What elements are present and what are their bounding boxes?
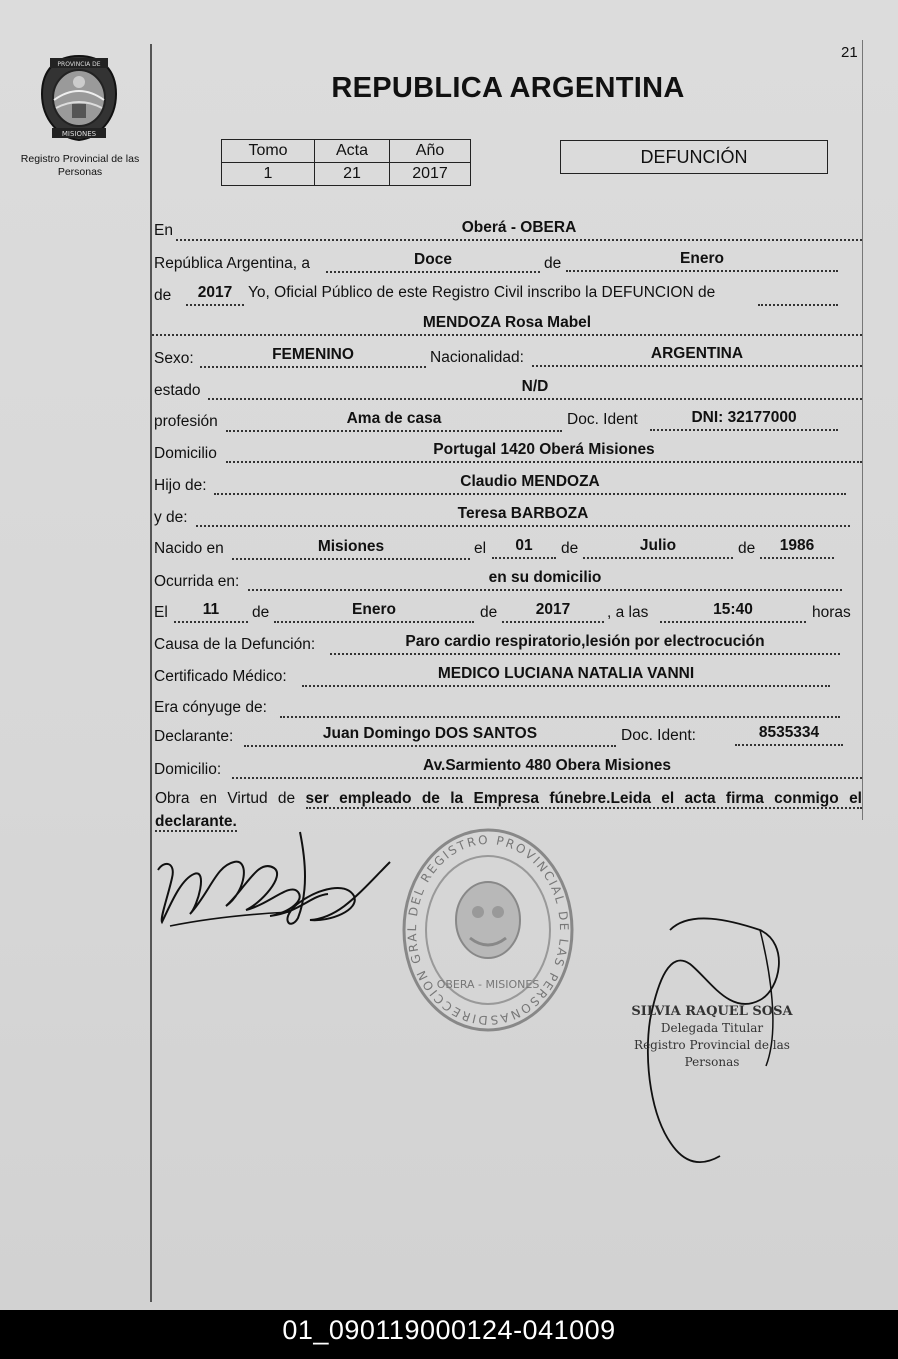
label-certificado: Certificado Médico: bbox=[154, 668, 287, 685]
label-doc-ident-2: Doc. Ident: bbox=[621, 727, 696, 744]
page-number: 21 bbox=[841, 44, 858, 61]
field-place: Oberá - OBERA bbox=[176, 219, 862, 241]
field-death-month: Enero bbox=[274, 601, 474, 623]
field-death-year: 2017 bbox=[502, 601, 604, 623]
label-doc-ident: Doc. Ident bbox=[567, 411, 638, 428]
ano-value: 2017 bbox=[390, 163, 471, 186]
registry-name: Registro Provincial de las Personas bbox=[20, 153, 140, 178]
field-declarant: Juan Domingo DOS SANTOS bbox=[244, 725, 616, 747]
field-father: Claudio MENDOZA bbox=[214, 473, 846, 495]
label-profesion: profesión bbox=[154, 413, 218, 430]
label-domicilio-2: Domicilio: bbox=[154, 761, 222, 778]
field-profession: Ama de casa bbox=[226, 410, 562, 432]
label-nacionalidad: Nacionalidad: bbox=[430, 349, 524, 366]
label-de-4: de bbox=[738, 540, 756, 557]
field-doc-id: DNI: 32177000 bbox=[650, 409, 838, 431]
label-oficial: Yo, Oficial Público de este Registro Civil inscribo la DEFUNCION de bbox=[248, 284, 716, 301]
label-nacido-en: Nacido en bbox=[154, 540, 224, 557]
field-sex: FEMENINO bbox=[200, 346, 426, 368]
field-year: 2017 bbox=[186, 284, 244, 306]
officer-role: Delegada Titular bbox=[660, 1021, 764, 1035]
label-sexo: Sexo: bbox=[154, 350, 194, 367]
label-obra-en-virtud: Obra en Virtud de bbox=[155, 790, 296, 807]
label-en: En bbox=[154, 222, 173, 239]
label-y-de: y de: bbox=[154, 509, 188, 526]
label-domicilio: Domicilio bbox=[154, 445, 217, 462]
field-day-words: Doce bbox=[326, 251, 540, 273]
label-de-1: de bbox=[544, 255, 562, 272]
document-title: REPUBLICA ARGENTINA bbox=[331, 72, 685, 104]
label-de-5: de bbox=[252, 604, 270, 621]
field-closing-text: ser empleado de la Empresa fúnebre.Leida el acta firma conmigo el declarante. bbox=[155, 790, 862, 830]
field-medical-certificate: MEDICO LUCIANA NATALIA VANNI bbox=[302, 665, 830, 687]
field-spouse bbox=[280, 696, 840, 718]
field-mother: Teresa BARBOZA bbox=[196, 505, 850, 527]
field-civil-status: N/D bbox=[208, 378, 862, 400]
label-ocurrida-en: Ocurrida en: bbox=[154, 573, 240, 590]
field-oficial-fill bbox=[758, 284, 838, 306]
label-de-6: de bbox=[480, 604, 498, 621]
field-birth-year: 1986 bbox=[760, 537, 834, 559]
reference-value-row bbox=[222, 163, 471, 186]
reference-header-row bbox=[222, 140, 471, 163]
document-type-box: DEFUNCIÓN bbox=[560, 140, 828, 174]
field-declarant-doc: 8535334 bbox=[735, 724, 843, 746]
field-nationality: ARGENTINA bbox=[532, 345, 862, 367]
field-cause: Paro cardio respiratorio,lesión por electrocución bbox=[330, 633, 840, 655]
seal-bottom-text: OBERA - MISIONES bbox=[436, 978, 540, 991]
field-death-place: en su domicilio bbox=[248, 569, 842, 591]
acta-header: Acta bbox=[315, 140, 390, 163]
ano-header: Año bbox=[390, 140, 471, 163]
field-deceased-name: MENDOZA Rosa Mabel bbox=[152, 314, 862, 336]
field-month: Enero bbox=[566, 250, 838, 272]
label-estado: estado bbox=[154, 382, 201, 399]
label-conyuge: Era cónyuge de: bbox=[154, 699, 267, 716]
label-hijo-de: Hijo de: bbox=[154, 477, 207, 494]
misiones-crest-icon bbox=[36, 52, 122, 144]
officer-name: SILVIA RAQUEL SOSA bbox=[631, 1004, 793, 1019]
field-declarant-address: Av.Sarmiento 480 Obera Misiones bbox=[232, 757, 862, 779]
label-el-2: El bbox=[154, 604, 168, 621]
label-causa: Causa de la Defunción: bbox=[154, 636, 316, 653]
label-horas: horas bbox=[812, 604, 851, 621]
label-a-las: , a las bbox=[607, 604, 649, 621]
declarant-signature-icon bbox=[150, 822, 410, 942]
reference-table bbox=[221, 139, 471, 186]
left-margin-line bbox=[150, 44, 152, 1302]
field-death-day: 11 bbox=[174, 601, 248, 623]
seal-ring-text: DIRECCION GRAL DEL REGISTRO PROVINCIAL DE LAS PERSONAS bbox=[404, 832, 572, 1028]
right-margin-line bbox=[862, 40, 863, 820]
tomo-value: 1 bbox=[222, 163, 315, 186]
field-death-time: 15:40 bbox=[660, 601, 806, 623]
crest-top-text: PROVINCIA DE bbox=[57, 61, 101, 68]
officer-office: Registro Provincial de las Personas bbox=[634, 1038, 790, 1069]
registry-seal-icon bbox=[398, 820, 578, 1040]
acta-value: 21 bbox=[315, 163, 390, 186]
field-birth-month: Julio bbox=[583, 537, 733, 559]
officer-stamp bbox=[612, 1003, 812, 1071]
label-de-3: de bbox=[561, 540, 579, 557]
crest-bottom-text: MISIONES bbox=[61, 130, 97, 138]
tomo-header: Tomo bbox=[222, 140, 315, 163]
field-birth-place: Misiones bbox=[232, 538, 470, 560]
label-de-2: de bbox=[154, 287, 172, 304]
scan-code-bar: 01_090119000124-041009 bbox=[0, 1310, 898, 1359]
label-republica: República Argentina, a bbox=[154, 255, 310, 272]
label-declarante: Declarante: bbox=[154, 728, 234, 745]
label-el: el bbox=[474, 540, 487, 557]
field-birth-day: 01 bbox=[492, 537, 556, 559]
field-address: Portugal 1420 Oberá Misiones bbox=[226, 441, 862, 463]
